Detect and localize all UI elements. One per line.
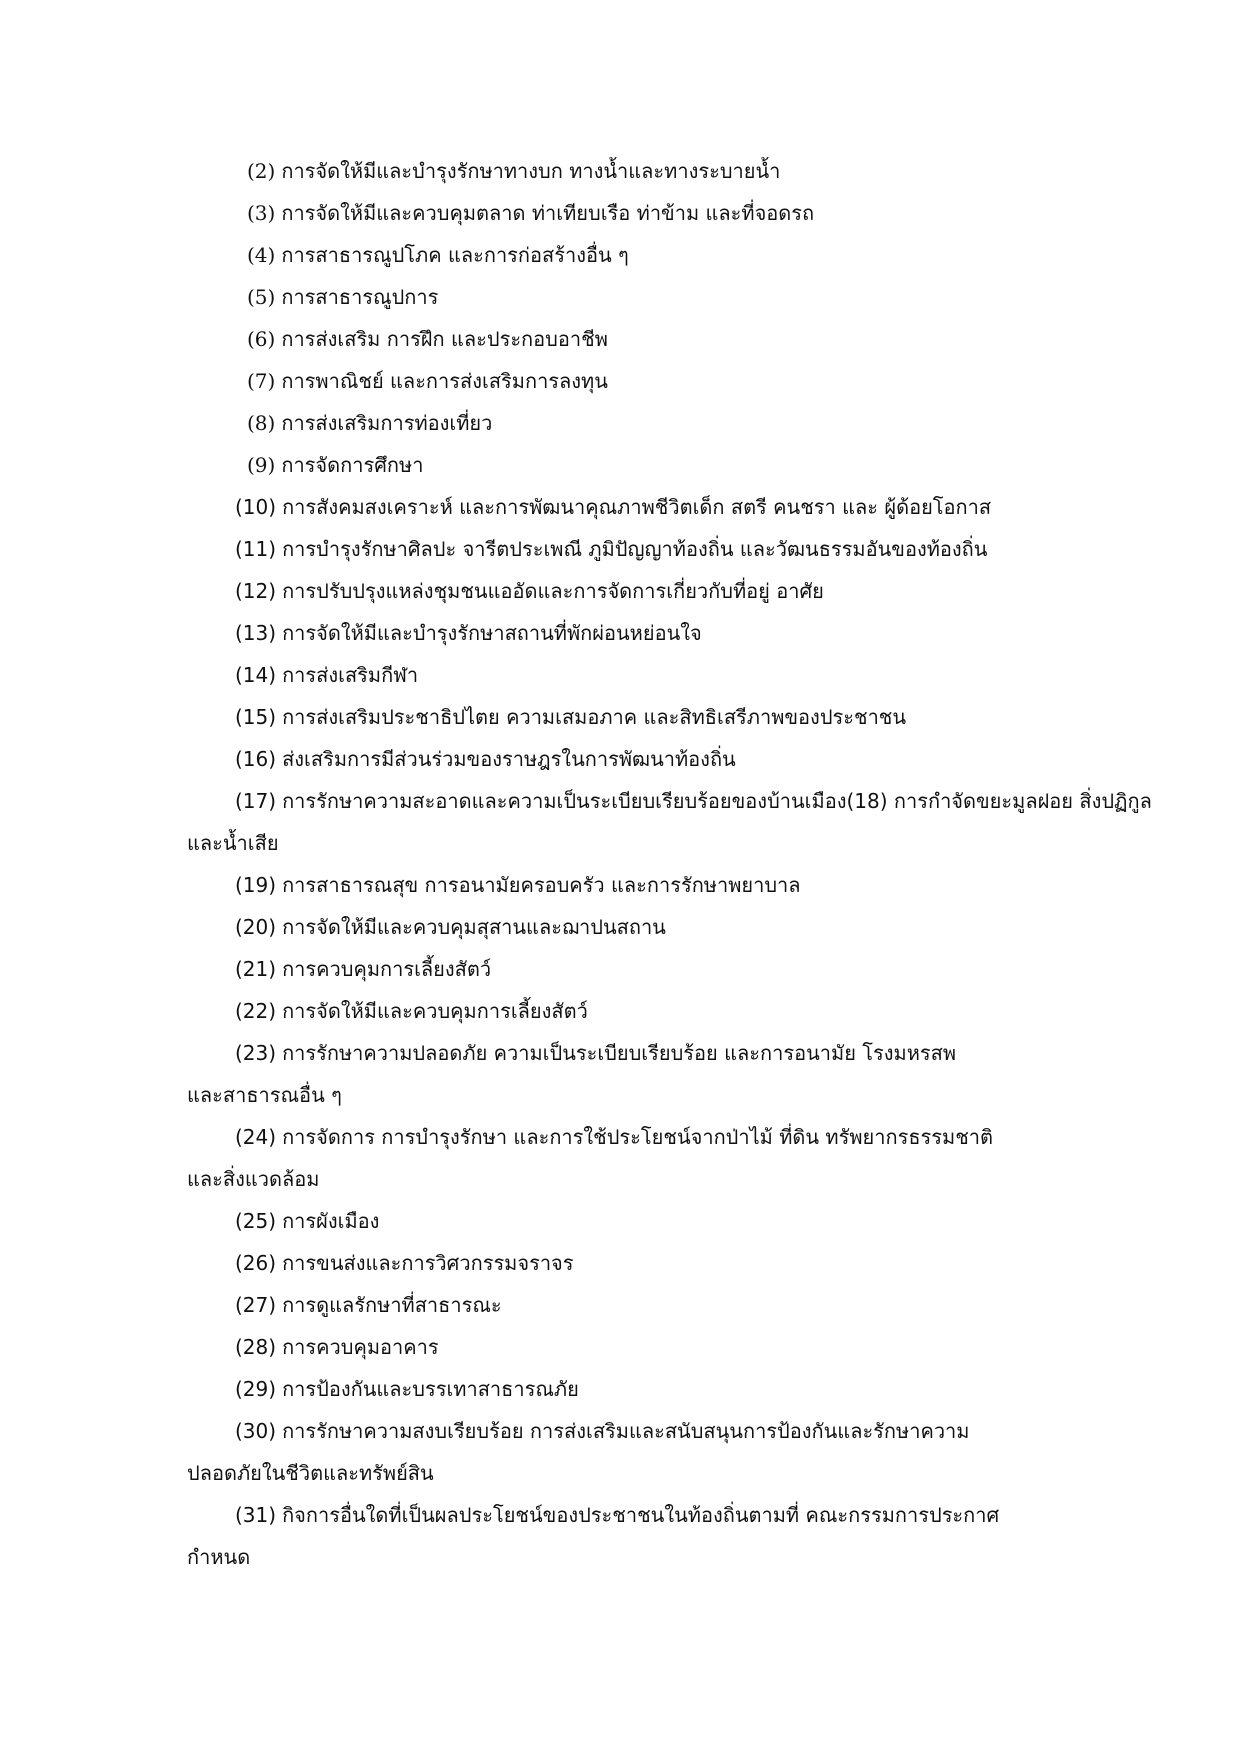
list-item	[187, 234, 1187, 276]
list-item	[187, 1410, 1187, 1452]
list-item	[187, 1116, 1187, 1158]
list-item	[187, 738, 1187, 780]
item-text: การสังคมสงเคราะห์ และการพัฒนาคุณภาพชีวิตเด็ก สตรี คนชรา และ ผู้ด้อยโอกาส	[282, 495, 992, 519]
item-number: (19)	[235, 873, 277, 897]
item-number: (9)	[247, 453, 276, 477]
list-item	[187, 318, 1187, 360]
item-number: (17)	[235, 789, 277, 813]
item-number: (12)	[235, 579, 277, 603]
item-text: การปรับปรุงแหล่งชุมชนแออัดและการจัดการเกี่ยวกับที่อยู่ อาศัย	[282, 579, 824, 603]
item-text: และสาธารณอื่น ๆ	[187, 1083, 342, 1107]
item-text: การรักษาความสงบเรียบร้อย การส่งเสริมและสนับสนุนการป้องกันและรักษาความ	[282, 1419, 970, 1443]
item-number: (21)	[235, 957, 277, 981]
item-number: (23)	[235, 1041, 277, 1065]
list-item	[187, 612, 1187, 654]
item-text: การส่งเสริมกีฬา	[282, 663, 419, 687]
item-text: การส่งเสริม การฝึก และประกอบอาชีพ	[281, 327, 608, 351]
item-text: การจัดให้มีและบำรุงรักษาสถานที่พักผ่อนหย่อนใจ	[282, 621, 702, 645]
list-item-continuation	[187, 1074, 1187, 1116]
item-number: (7)	[247, 369, 276, 393]
list-item	[187, 486, 1187, 528]
list-item-continuation	[187, 1158, 1187, 1200]
list-item	[187, 528, 1187, 570]
document-body	[187, 150, 1187, 1578]
item-number: (2)	[247, 159, 276, 183]
item-number: (15)	[235, 705, 277, 729]
list-item-continuation	[187, 1536, 1187, 1578]
item-number: (24)	[235, 1125, 277, 1149]
item-number: (16)	[235, 747, 277, 771]
item-text: การสาธารณูปโภค และการก่อสร้างอื่น ๆ	[281, 243, 629, 267]
item-number: (11)	[235, 537, 277, 561]
item-number: (28)	[235, 1335, 277, 1359]
item-number: (3)	[247, 201, 276, 225]
list-item	[187, 1032, 1187, 1074]
item-text: การบำรุงรักษาศิลปะ จารีตประเพณี ภูมิปัญญาท้องถิ่น และวัฒนธรรมอันของท้องถิ่น	[282, 537, 988, 561]
item-number: (14)	[235, 663, 277, 687]
item-text: การควบคุมการเลี้ยงสัตว์	[282, 957, 492, 981]
item-text: การรักษาความปลอดภัย ความเป็นระเบียบเรียบร้อย และการอนามัย โรงมหรสพ	[282, 1041, 957, 1065]
item-text: การสาธารณูปการ	[281, 285, 439, 309]
item-text: ส่งเสริมการมีส่วนร่วมของราษฎรในการพัฒนาท้องถิ่น	[282, 747, 736, 771]
item-text: การส่งเสริมประชาธิปไตย ความเสมอภาค และสิทธิเสรีภาพของประชาชน	[282, 705, 907, 729]
item-text: การจัดให้มีและควบคุมสุสานและฌาปนสถาน	[282, 915, 666, 939]
list-item	[187, 864, 1187, 906]
item-text: การป้องกันและบรรเทาสาธารณภัย	[282, 1377, 579, 1401]
item-text: กำหนด	[187, 1545, 251, 1569]
list-item-continuation	[187, 1452, 1187, 1494]
list-item	[187, 1494, 1187, 1536]
item-number: (25)	[235, 1209, 277, 1233]
item-number: (10)	[235, 495, 277, 519]
list-item	[187, 150, 1187, 192]
item-number: (8)	[247, 411, 276, 435]
item-number: (20)	[235, 915, 277, 939]
item-text: ปลอดภัยในชีวิตและทรัพย์สิน	[187, 1461, 434, 1485]
item-text: และสิ่งแวดล้อม	[187, 1167, 320, 1191]
item-number: (29)	[235, 1377, 277, 1401]
list-item	[187, 906, 1187, 948]
item-number: (30)	[235, 1419, 277, 1443]
item-text: การรักษาความสะอาดและความเป็นระเบียบเรียบร้อยของบ้านเมือง(18) การกำจัดขยะมูลฝอย สิ่งปฏิกูล	[282, 789, 1152, 813]
list-item	[187, 780, 1187, 822]
item-text: การดูแลรักษาที่สาธารณะ	[282, 1293, 502, 1317]
item-text: การจัดให้มีและควบคุมการเลี้ยงสัตว์	[282, 999, 588, 1023]
item-text: และน้ำเสีย	[187, 831, 279, 855]
item-text: การพาณิชย์ และการส่งเสริมการลงทุน	[281, 369, 608, 393]
item-number: (13)	[235, 621, 277, 645]
item-text: กิจการอื่นใดที่เป็นผลประโยชน์ของประชาชนในท้องถิ่นตามที่ คณะกรรมการประกาศ	[282, 1503, 1000, 1527]
list-item	[187, 1200, 1187, 1242]
list-item	[187, 402, 1187, 444]
list-item	[187, 654, 1187, 696]
item-text: การขนส่งและการวิศวกรรมจราจร	[282, 1251, 574, 1275]
list-item	[187, 696, 1187, 738]
item-text: การจัดการ การบำรุงรักษา และการใช้ประโยชน์จากป่าไม้ ที่ดิน ทรัพยากรธรรมชาติ	[282, 1125, 993, 1149]
list-item	[187, 1284, 1187, 1326]
list-item	[187, 444, 1187, 486]
list-item	[187, 1368, 1187, 1410]
item-text: การจัดให้มีและบำรุงรักษาทางบก ทางน้ำและทางระบายน้ำ	[281, 159, 781, 183]
item-number: (5)	[247, 285, 276, 309]
list-item-continuation	[187, 822, 1187, 864]
item-text: การผังเมือง	[282, 1209, 380, 1233]
list-item	[187, 276, 1187, 318]
list-item	[187, 360, 1187, 402]
item-text: การจัดให้มีและควบคุมตลาด ท่าเทียบเรือ ท่าข้าม และที่จอดรถ	[281, 201, 815, 225]
item-number: (22)	[235, 999, 277, 1023]
item-number: (4)	[247, 243, 276, 267]
item-text: การสาธารณสุข การอนามัยครอบครัว และการรักษาพยาบาล	[282, 873, 801, 897]
list-item	[187, 570, 1187, 612]
item-number: (31)	[235, 1503, 277, 1527]
list-item	[187, 990, 1187, 1032]
list-item	[187, 192, 1187, 234]
item-text: การจัดการศึกษา	[281, 453, 424, 477]
item-number: (26)	[235, 1251, 277, 1275]
list-item	[187, 948, 1187, 990]
list-item	[187, 1242, 1187, 1284]
item-number: (6)	[247, 327, 276, 351]
item-number: (27)	[235, 1293, 277, 1317]
item-text: การส่งเสริมการท่องเที่ยว	[281, 411, 493, 435]
list-item	[187, 1326, 1187, 1368]
item-text: การควบคุมอาคาร	[282, 1335, 439, 1359]
